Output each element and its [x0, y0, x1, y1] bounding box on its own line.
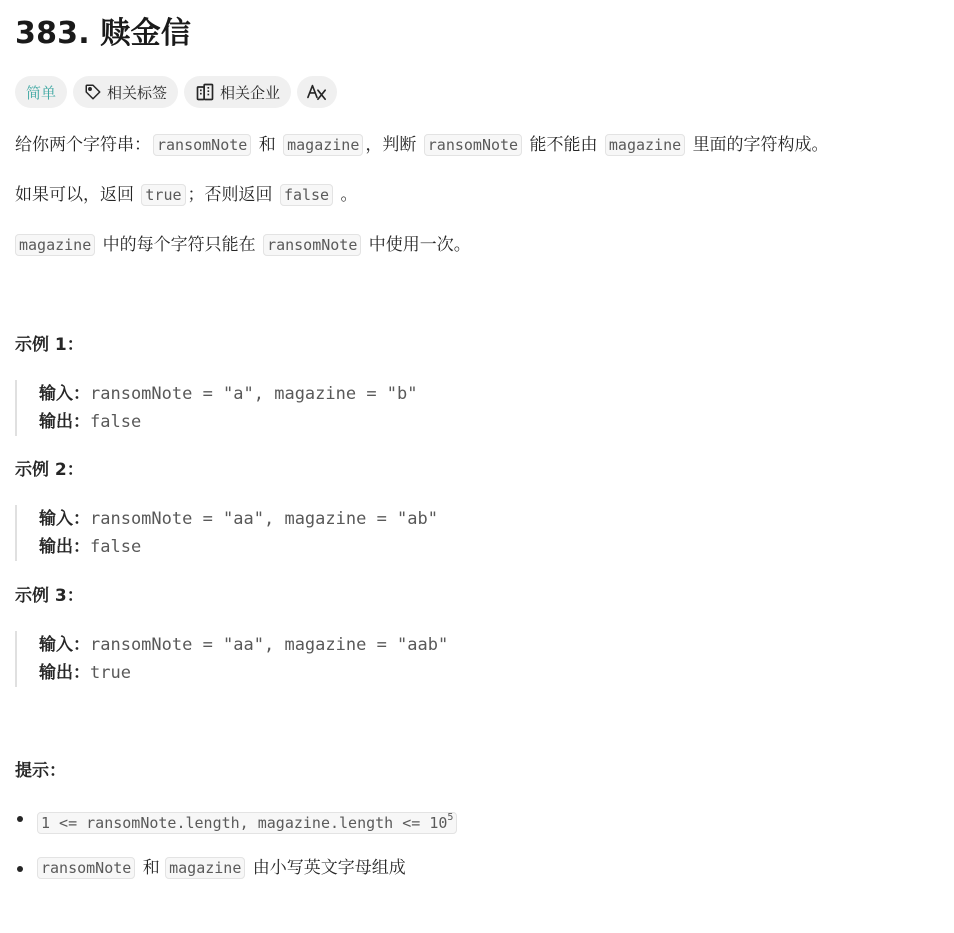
problem-title: 383. 赎金信 [15, 16, 192, 51]
inline-code: ransomNote [424, 134, 522, 156]
related-tags-button[interactable] [73, 76, 178, 108]
inline-code: magazine [165, 857, 245, 879]
example-1-output-line [39, 408, 418, 436]
inline-code: magazine [605, 134, 685, 156]
input-label: 输入： [39, 509, 90, 529]
input-value: ransomNote = "a", magazine = "b" [90, 384, 418, 404]
difficulty-label: 简单 [26, 83, 57, 102]
inline-code: false [280, 184, 333, 206]
inline-code: ransomNote [153, 134, 251, 156]
desc-text: 和 [258, 135, 276, 155]
related-tags-label: 相关标签 [107, 83, 168, 102]
example-1-input-line [39, 380, 418, 408]
desc-text: 和 [142, 858, 160, 878]
example-3-input-line [39, 631, 448, 659]
related-companies-label: 相关企业 [220, 83, 281, 102]
output-value: false [90, 412, 142, 432]
description-line-1 [15, 132, 829, 158]
input-value: ransomNote = "aa", magazine = "aab" [90, 635, 449, 655]
related-companies-button[interactable] [184, 76, 291, 108]
example-3-output-line [39, 659, 448, 687]
example-2-output-line [39, 533, 438, 561]
output-label: 输出： [39, 537, 90, 557]
example-2-input-line [39, 505, 438, 533]
description-line-3 [15, 232, 471, 258]
example-1-block [15, 380, 418, 436]
constraint-1-exponent: 5 [447, 812, 454, 823]
list-item [15, 805, 459, 836]
list-item [15, 855, 459, 881]
desc-text: 里面的字符构成。 [692, 135, 829, 155]
desc-text: 能不能由 [529, 135, 598, 155]
tag-icon [84, 83, 102, 101]
inline-code: ransomNote [37, 857, 135, 879]
output-value: true [90, 663, 131, 683]
translate-button[interactable] [297, 76, 337, 108]
inline-code: magazine [15, 234, 95, 256]
desc-text: 由小写英文字母组成 [252, 858, 406, 878]
inline-code [37, 812, 457, 834]
output-label: 输出： [39, 412, 90, 432]
desc-text: 中使用一次。 [368, 235, 471, 255]
example-2-title: 示例 2： [15, 460, 84, 480]
desc-text: 给你两个字符串： [15, 135, 151, 155]
example-3-title: 示例 3： [15, 586, 84, 606]
constraints-title: 提示： [15, 761, 66, 781]
translate-icon [306, 82, 328, 102]
desc-text: 如果可以，返回 [15, 185, 134, 205]
example-1-title: 示例 1： [15, 335, 84, 355]
input-label: 输入： [39, 635, 90, 655]
difficulty-badge[interactable] [15, 76, 67, 108]
desc-text: ，判断 [365, 135, 417, 155]
desc-text: 。 [340, 185, 358, 205]
input-label: 输入： [39, 384, 90, 404]
desc-text: 中的每个字符只能在 [102, 235, 256, 255]
inline-code: ransomNote [263, 234, 361, 256]
problem-tags-bar [15, 76, 337, 108]
constraint-1-code: 1 <= ransomNote.length, magazine.length <= 10 [41, 814, 448, 832]
description-line-2 [15, 182, 358, 208]
example-2-block [15, 505, 438, 561]
desc-text: ；否则返回 [187, 185, 273, 205]
inline-code: true [141, 184, 185, 206]
constraints-list [15, 805, 459, 900]
inline-code: magazine [283, 134, 363, 156]
input-value: ransomNote = "aa", magazine = "ab" [90, 509, 438, 529]
building-icon [195, 82, 215, 102]
example-3-block [15, 631, 448, 687]
output-value: false [90, 537, 142, 557]
output-label: 输出： [39, 663, 90, 683]
